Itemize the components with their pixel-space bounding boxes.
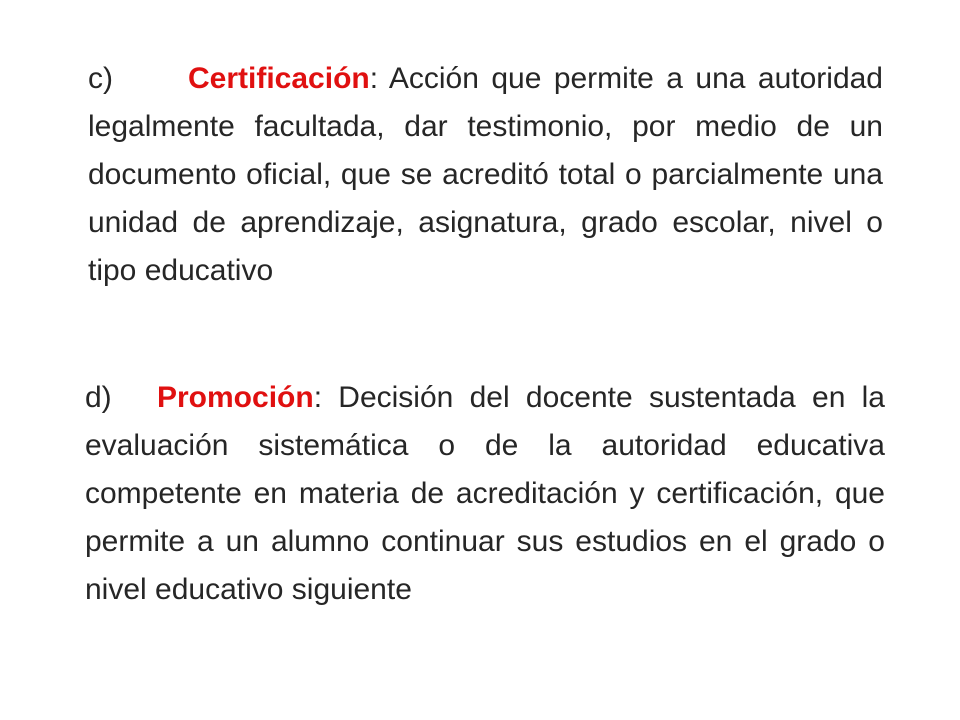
definition-term: Promoción [157,381,314,414]
definition-text: Decisión del docente sustentada en la evaluación sistemática o de la autoridad educativa competente en materia de acreditación y certificación, que permite a un alumno continuar sus estudios en el grado o nivel educativo siguiente [85,381,885,606]
definition-letter: c) [88,62,113,95]
definition-certificacion [88,55,883,295]
definition-separator: : [313,381,339,414]
definition-text: Acción que permite a una autoridad legalmente facultada, dar testimonio, por medio de un documento oficial, que se acreditó total o parcialmente una unidad de aprendizaje, asignatura, grado escolar, nivel o tipo educativo [88,62,883,287]
definition-letter: d) [85,381,112,414]
definition-term: Certificación [188,62,370,95]
definition-separator: : [369,62,389,95]
definition-promocion [85,374,885,614]
